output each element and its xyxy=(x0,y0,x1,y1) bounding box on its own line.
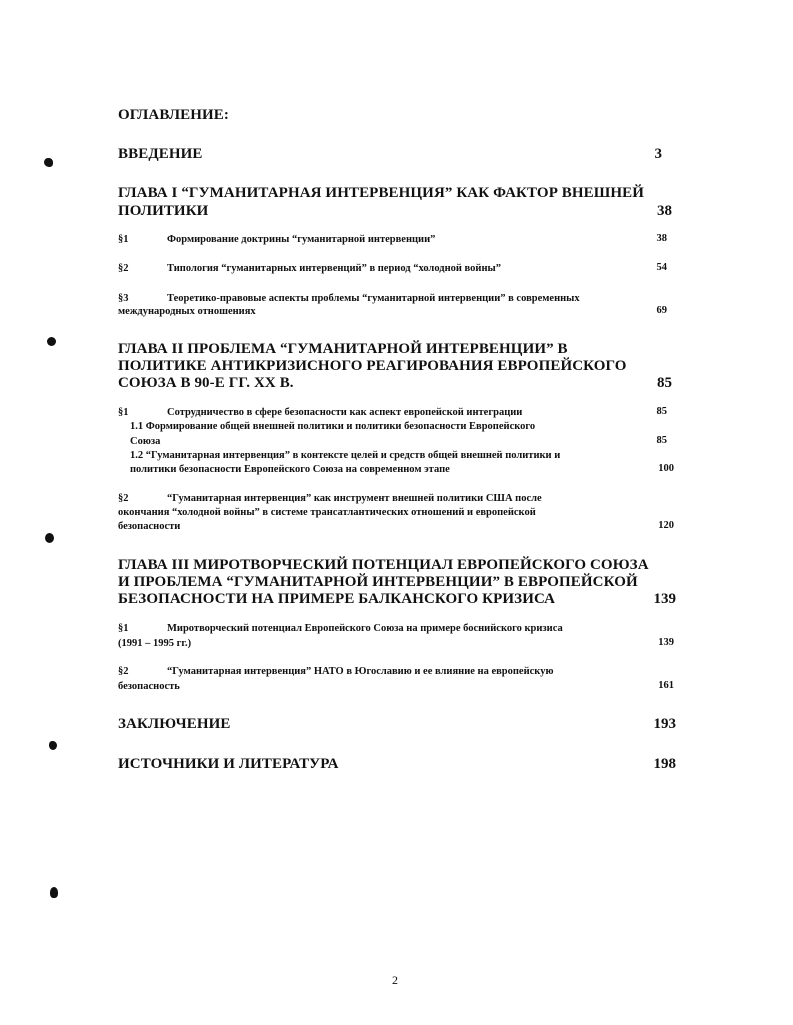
chapter-1-heading-line-2: ПОЛИТИКИ xyxy=(118,203,209,219)
margin-mark-5 xyxy=(50,887,58,898)
ch2-s1-2-page: 100 xyxy=(658,463,674,474)
ch2-s1-1-line-1: 1.1 Формирование общей внешней политики и политики безопасности Европейского xyxy=(130,421,536,432)
ch3-s1-page: 139 xyxy=(658,637,674,648)
chapter-1-page: 38 xyxy=(657,203,672,219)
ch3-s2-num: §2 xyxy=(118,666,129,677)
ch1-s2-text: Типология “гуманитарных интервенций” в период “холодной войны” xyxy=(167,263,501,274)
ch2-s1-2-line-2: политики безопасности Европейского Союза на современном этапе xyxy=(130,464,450,475)
ch2-s2-line-2: окончания “холодной войны” в системе трансатлантических отношений и европейской xyxy=(118,507,536,518)
ch3-s1-line-1: Миротворческий потенциал Европейского Союза на примере боснийского кризиса xyxy=(167,623,563,634)
margin-mark-4 xyxy=(49,741,57,750)
ch3-s2-page: 161 xyxy=(658,680,674,691)
chapter-2-heading-line-3: СОЮЗА В 90-Е ГГ. XX В. xyxy=(118,375,294,391)
ch1-s3-line-2: международных отношениях xyxy=(118,306,256,317)
ch1-s2-page: 54 xyxy=(656,262,667,273)
chapter-2-page: 85 xyxy=(657,375,672,391)
ch1-s3-line-1: Теоретико-правовые аспекты проблемы “гуманитарной интервенции” в современных xyxy=(167,293,580,304)
ch1-s3-num: §3 xyxy=(118,293,129,304)
ch2-s2-page: 120 xyxy=(658,520,674,531)
ch1-s1-page: 38 xyxy=(656,233,667,244)
intro-heading: ВВЕДЕНИЕ xyxy=(118,146,203,162)
ch1-s3-page: 69 xyxy=(656,305,667,316)
ch3-s2-line-1: “Гуманитарная интервенция” НАТО в Югославию и ее влияние на европейскую xyxy=(167,666,554,677)
margin-mark-2 xyxy=(47,337,56,346)
sources-heading: ИСТОЧНИКИ И ЛИТЕРАТУРА xyxy=(118,756,339,772)
ch3-s1-line-2: (1991 – 1995 гг.) xyxy=(118,638,192,649)
ch2-s1-num: §1 xyxy=(118,407,129,418)
page-number: 2 xyxy=(392,973,398,987)
ch2-s2-line-1: “Гуманитарная интервенция” как инструмент внешней политики США после xyxy=(167,493,542,504)
ch1-s2-num: §2 xyxy=(118,263,129,274)
intro-page: 3 xyxy=(654,146,662,162)
margin-mark-3 xyxy=(45,533,54,543)
chapter-3-heading-line-3: БЕЗОПАСНОСТИ НА ПРИМЕРЕ БАЛКАНСКОГО КРИЗИСА xyxy=(118,591,556,607)
ch2-s1-2-line-1: 1.2 “Гуманитарная интервенция” в контексте целей и средств общей внешней политики и xyxy=(130,450,561,461)
conclusion-heading: ЗАКЛЮЧЕНИЕ xyxy=(118,716,231,732)
ch3-s1-num: §1 xyxy=(118,623,129,634)
chapter-1-heading-line-1: ГЛАВА I “ГУМАНИТАРНАЯ ИНТЕРВЕНЦИЯ” КАК ФАКТОР ВНЕШНЕЙ xyxy=(118,185,644,201)
margin-mark-1 xyxy=(44,158,53,167)
ch2-s2-line-3: безопасности xyxy=(118,521,181,532)
ch2-s1-page: 85 xyxy=(656,406,667,417)
ch1-s1-num: §1 xyxy=(118,234,129,245)
chapter-2-heading-line-2: ПОЛИТИКЕ АНТИКРИЗИСНОГО РЕАГИРОВАНИЯ ЕВРОПЕЙСКОГО xyxy=(118,358,627,374)
conclusion-page: 193 xyxy=(653,716,676,732)
ch2-s1-text: Сотрудничество в сфере безопасности как аспект европейской интеграции xyxy=(167,407,523,418)
ch3-s2-line-2: безопасность xyxy=(118,681,180,692)
chapter-2-heading-line-1: ГЛАВА II ПРОБЛЕМА “ГУМАНИТАРНОЙ ИНТЕРВЕНЦИИ” В xyxy=(118,341,568,357)
sources-page: 198 xyxy=(653,756,676,772)
chapter-3-heading-line-2: И ПРОБЛЕМА “ГУМАНИТАРНОЙ ИНТЕРВЕНЦИИ” В ЕВРОПЕЙСКОЙ xyxy=(118,574,638,590)
ch1-s1-text: Формирование доктрины “гуманитарной интервенции” xyxy=(167,234,436,245)
chapter-3-heading-line-1: ГЛАВА III МИРОТВОРЧЕСКИЙ ПОТЕНЦИАЛ ЕВРОПЕЙСКОГО СОЮЗА xyxy=(118,557,649,573)
ch2-s2-num: §2 xyxy=(118,493,129,504)
ch2-s1-1-line-2: Союза xyxy=(130,436,161,447)
chapter-3-page: 139 xyxy=(653,591,676,607)
toc-title: ОГЛАВЛЕНИЕ: xyxy=(118,107,230,123)
ch2-s1-1-page: 85 xyxy=(656,435,667,446)
